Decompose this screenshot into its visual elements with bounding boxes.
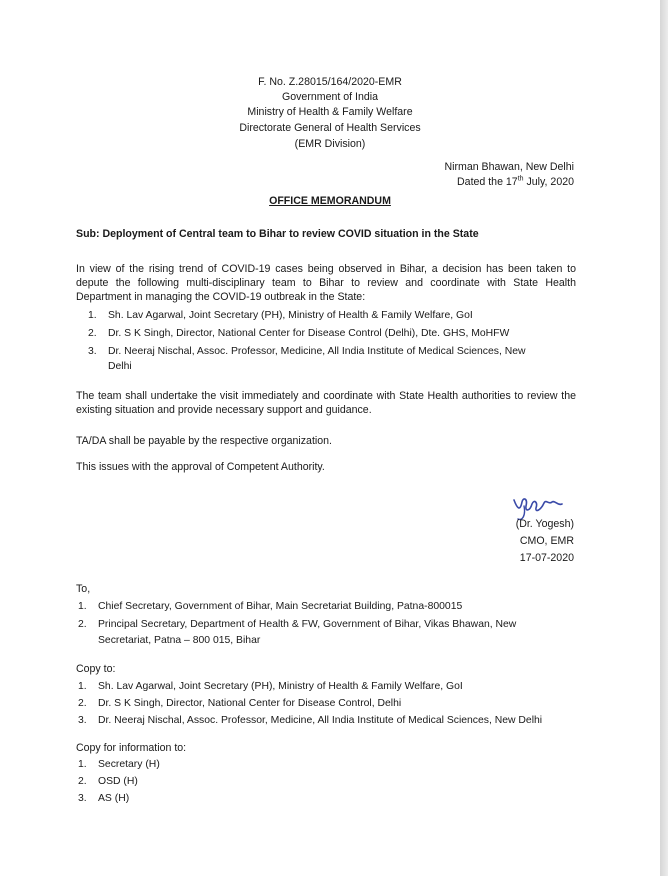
copy-item-2: Dr. S K Singh, Director, National Center for Disease Control, Delhi	[98, 698, 402, 709]
team-member-1: Sh. Lav Agarwal, Joint Secretary (PH), Ministry of Health & Family Welfare, GoI	[108, 310, 473, 321]
signatory-name: (Dr. Yogesh)	[515, 518, 574, 530]
signatory-designation: CMO, EMR	[519, 535, 574, 547]
date-line	[380, 175, 574, 189]
team-member-2: Dr. S K Singh, Director, National Center for Disease Control (Delhi), Dte. GHS, MoHFW	[108, 328, 510, 339]
division: (EMR Division)	[294, 138, 366, 150]
intro-paragraph: In view of the rising trend of COVID-19 cases being observed in Bihar, a decision has been taken to depute the following multi-disciplinary team to Bihar to review and coordinate with State Health Department in managing the COVID-19 outbreak in the State:	[76, 263, 576, 303]
copy-num-3: 3.	[78, 715, 87, 726]
to-num-2: 2.	[78, 619, 87, 630]
copy-item-3: Dr. Neeraj Nischal, Assoc. Professor, Medicine, All India Institute of Medical Sciences, New Delhi	[98, 715, 543, 726]
to-item-2-cont: Secretariat, Patna – 800 015, Bihar	[98, 635, 261, 646]
copy-num-2: 2.	[78, 698, 87, 709]
team-num-1: 1.	[88, 310, 97, 321]
tada-paragraph: TA/DA shall be payable by the respective organization.	[76, 435, 332, 447]
team-num-3: 3.	[88, 346, 97, 357]
date-sup: th	[517, 175, 524, 183]
page-edge-shadow	[660, 0, 668, 876]
team-member-3: Dr. Neeraj Nischal, Assoc. Professor, Medicine, All India Institute of Medical Sciences, New	[108, 346, 526, 357]
team-num-2: 2.	[88, 328, 97, 339]
to-item-2: Principal Secretary, Department of Health & FW, Government of Bihar, Vikas Bhawan, New	[98, 619, 517, 630]
place: Nirman Bhawan, New Delhi	[444, 161, 574, 173]
subject-line: Sub: Deployment of Central team to Bihar to review COVID situation in the State	[76, 228, 479, 240]
date-prefix: Dated the 17	[457, 176, 518, 188]
info-item-3: AS (H)	[98, 793, 130, 804]
copy-item-1: Sh. Lav Agarwal, Joint Secretary (PH), Ministry of Health & Family Welfare, GoI	[98, 681, 463, 692]
info-num-3: 3.	[78, 793, 87, 804]
file-number: F. No. Z.28015/164/2020-EMR	[258, 76, 402, 88]
info-item-2: OSD (H)	[98, 776, 138, 787]
signatory-date: 17-07-2020	[519, 552, 574, 564]
copy-info-label: Copy for information to:	[76, 742, 187, 754]
to-label: To,	[76, 583, 91, 595]
memo-title: OFFICE MEMORANDUM	[269, 195, 391, 207]
copy-to-label: Copy to:	[76, 663, 116, 675]
info-num-2: 2.	[78, 776, 87, 787]
copy-num-1: 1.	[78, 681, 87, 692]
team-member-3-cont: Delhi	[108, 361, 132, 372]
to-num-1: 1.	[78, 601, 87, 612]
info-item-1: Secretary (H)	[98, 759, 160, 770]
date-suffix: July, 2020	[523, 176, 574, 188]
org-line-2: Ministry of Health & Family Welfare	[247, 106, 413, 118]
to-item-1: Chief Secretary, Government of Bihar, Main Secretariat Building, Patna-800015	[98, 601, 463, 612]
org-line-1: Government of India	[282, 91, 378, 103]
visit-paragraph: The team shall undertake the visit immediately and coordinate with State Health authorities to review the existing situation and provide necessary support and guidance.	[76, 390, 576, 416]
approval-paragraph: This issues with the approval of Competent Authority.	[76, 461, 325, 473]
info-num-1: 1.	[78, 759, 87, 770]
org-line-3: Directorate General of Health Services	[239, 122, 421, 134]
